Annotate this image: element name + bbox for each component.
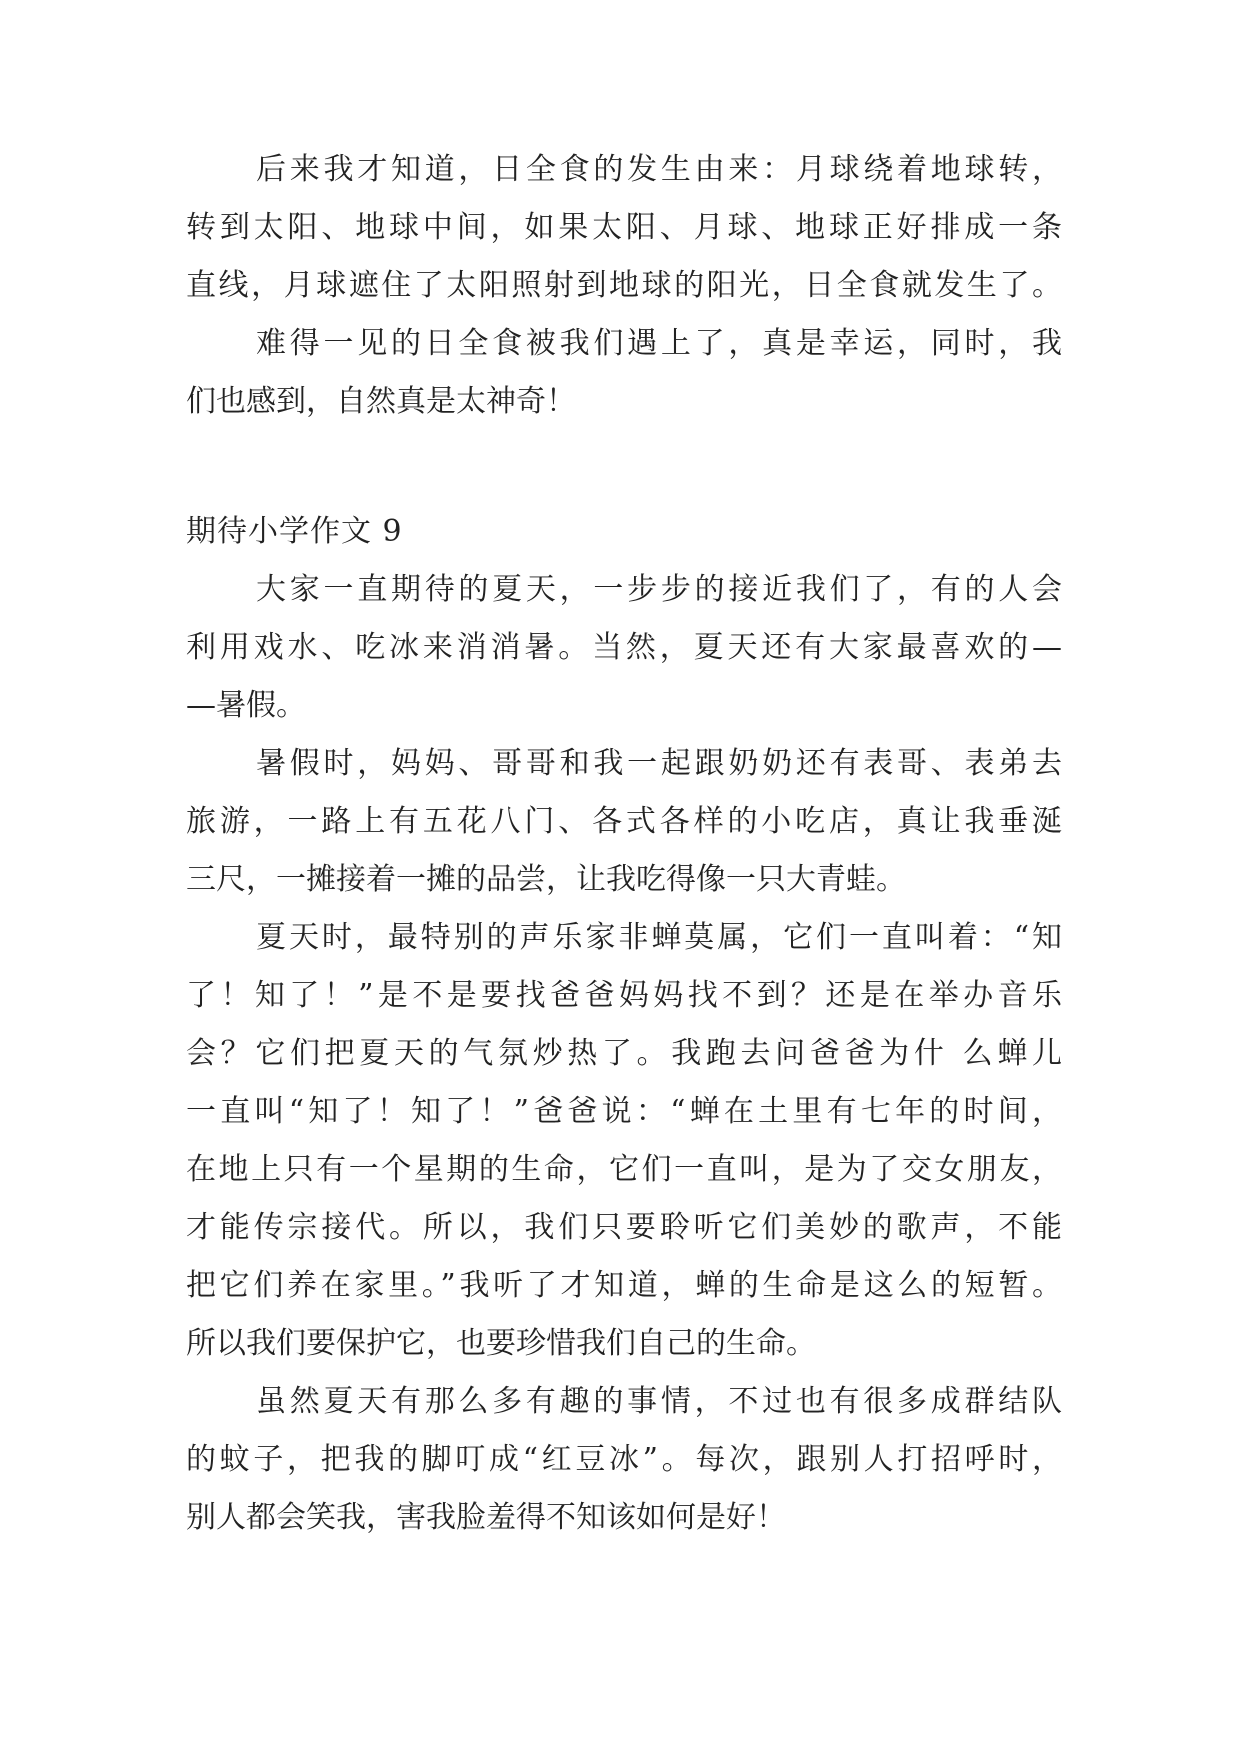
paragraph-line: 利用戏水、吃冰来消消暑。当然，夏天还有大家最喜欢的— (186, 630, 1062, 665)
paragraph-line: 暑假时，妈妈、哥哥和我一起跟奶奶还有表哥、表弟去 (256, 746, 1062, 781)
paragraph-line: 们也感到，自然真是太神奇！ (186, 384, 576, 419)
paragraph-line: —暑假。 (186, 688, 306, 723)
paragraph-line: 才能传宗接代。所以，我们只要聆听它们美妙的歌声，不能 (186, 1210, 1062, 1245)
paragraph-line: 旅游，一路上有五花八门、各式各样的小吃店，真让我垂涎 (186, 804, 1062, 839)
paragraph-line: 大家一直期待的夏天，一步步的接近我们了，有的人会 (256, 572, 1062, 607)
paragraph-line: 会？它们把夏天的气氛炒热了。我跑去问爸爸为什 么蝉儿 (186, 1036, 1062, 1071)
paragraph-line: 虽然夏天有那么多有趣的事情，不过也有很多成群结队 (256, 1384, 1062, 1419)
paragraph-line: 转到太阳、地球中间，如果太阳、月球、地球正好排成一条 (186, 210, 1062, 245)
paragraph-line: 难得一见的日全食被我们遇上了，真是幸运，同时，我 (256, 326, 1062, 361)
paragraph-line: 所以我们要保护它，也要珍惜我们自己的生命。 (186, 1326, 816, 1361)
paragraph-line: 把它们养在家里。”我听了才知道，蝉的生命是这么的短暂。 (186, 1268, 1062, 1303)
paragraph-line: 直线，月球遮住了太阳照射到地球的阳光，日全食就发生了。 (186, 268, 1062, 303)
paragraph-line: 的蚊子，把我的脚叮成“红豆冰”。每次，跟别人打招呼时， (186, 1442, 1062, 1477)
paragraph-line: 了！知了！”是不是要找爸爸妈妈找不到？还是在举办音乐 (186, 978, 1062, 1013)
section-title: 期待小学作文 9 (186, 514, 403, 549)
paragraph-line: 别人都会笑我，害我脸羞得不知该如何是好！ (186, 1500, 786, 1535)
paragraph-line: 三尺，一摊接着一摊的品尝，让我吃得像一只大青蛙。 (186, 862, 906, 897)
paragraph-line: 一直叫“知了！知了！”爸爸说：“蝉在土里有七年的时间， (186, 1094, 1062, 1129)
paragraph-line: 夏天时，最特别的声乐家非蝉莫属，它们一直叫着：“知 (256, 920, 1062, 955)
paragraph-line: 在地上只有一个星期的生命，它们一直叫，是为了交女朋友， (186, 1152, 1062, 1187)
paragraph-line: 后来我才知道，日全食的发生由来：月球绕着地球转， (256, 152, 1062, 187)
